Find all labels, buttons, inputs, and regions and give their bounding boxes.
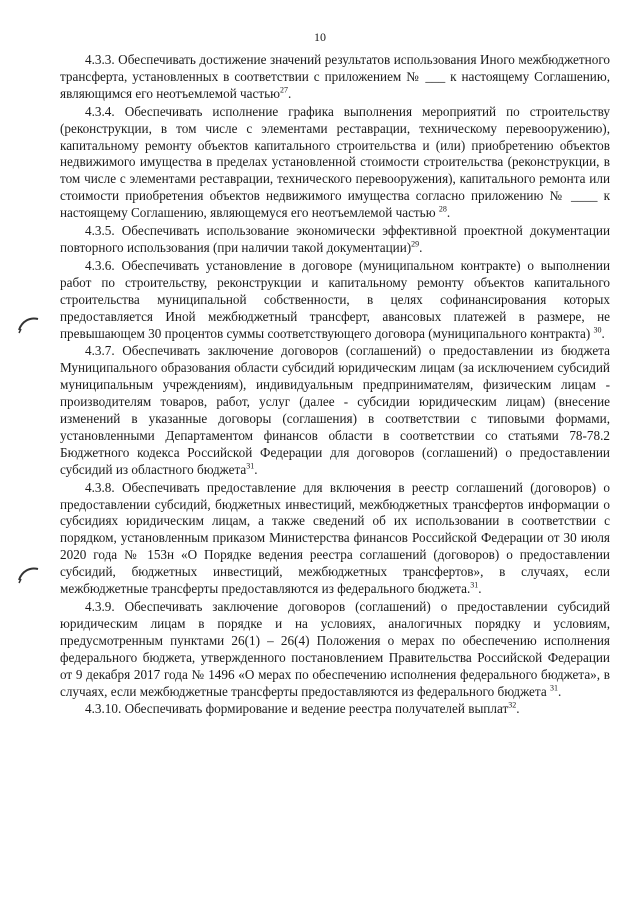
- footnote-ref: 27: [280, 85, 289, 95]
- paragraph-4-3-7: 4.3.7. Обеспечивать заключение договоров (соглашений) о предоставлении из бюджета Муниципального образования области субсидий юридическим лицам (за исключением субсидий муниципальным учреждениям), индивидуальным предпринимателям, физическим лицам - производителям товаров, работ, услуг (далее - субсидии юридическим лицам) (внесение изменений в указанные договоры (соглашения) в соответствии с типовыми формами, установленными Департаментом финансов области в соответствии со статьями 78-78.2 Бюджетного кодекса Российской Федерации для договоров (соглашений) о предоставлении субсидий из областного бюджета$^{31}$.: [60, 343, 610, 477]
- footnote-ref: 31: [470, 580, 479, 590]
- footnote-ref: 30: [593, 325, 602, 335]
- footnote-ref: 29: [411, 239, 420, 249]
- paragraph-4-3-3: 4.3.3. Обеспечивать достижение значений результатов использования Иного межбюджетного трансферта, установленных в соответствии с приложением № ___ к настоящему Соглашению, являющимся его неотъемлемой частью$^{27}$.: [60, 52, 610, 101]
- paragraph-4-3-8: 4.3.8. Обеспечивать предоставление для включения в реестр соглашений (договоров) о предоставлении субсидий, бюджетных инвестиций, межбюджетных трансфертов информации о субсидиях юридическим лицам, а также сведений об их использовании в соответствии с порядком, установленным приказом Министерства финансов Российской Федерации от 30 июля 2020 года № 153н «О Порядке ведения реестра соглашений (договоров) о предоставлении субсидий, бюджетных инвестиций, межбюджетных трансфертов», в случаях, если межбюджетные трансферты предоставляются из федерального бюджета.$^{31}$.: [60, 479, 610, 597]
- paragraph-4-3-4: 4.3.4. Обеспечивать исполнение графика выполнения мероприятий по строительству (реконструкции, в том числе с элементами реставрации, техническому перевооружению), капитальному ремонту объектов капитального строительства и (или) приобретению объектов недвижимого имущества в пределах установленной стоимости строительства (реконструкции, в том числе с элементами реставрации, технического перевооружения), капитального ремонта или стоимости приобретения объектов недвижимого имущества согласно приложению № ____ к настоящему Соглашению, являющемуся его неотъемлемой частью $^{28}$.: [60, 103, 610, 221]
- footnote-ref: 31: [246, 461, 255, 471]
- paragraph-4-3-10: 4.3.10. Обеспечивать формирование и ведение реестра получателей выплат$^{32}$.: [85, 701, 520, 717]
- document-body: [60, 52, 610, 718]
- paragraph-4-3-5: 4.3.5. Обеспечивать использование экономически эффективной проектной документации повторного использования (при наличии такой документации)$^{29}$.: [60, 223, 610, 255]
- footnote-ref: 32: [508, 701, 517, 711]
- footnote-ref: 31: [549, 683, 558, 693]
- footnote-ref: 28: [438, 204, 447, 214]
- page-number: 10: [314, 30, 326, 44]
- punch-hole-mark: [16, 564, 40, 586]
- paragraph-4-3-9: 4.3.9. Обеспечивать заключение договоров (соглашений) о предоставлении субсидий юридическим лицам в порядке и на условиях, аналогичных порядку и условиям, предусмотренным пунктами 26(1) – 26(4) Положения о мерах по обеспечению исполнения федерального бюджета, утвержденного постановлением Правительства Российской Федерации от 9 декабря 2017 года № 1496 «О мерах по обеспечению исполнения федерального бюджета», в случаях, если межбюджетные трансферты предоставляются из федерального бюджета $^{31}$.: [60, 599, 610, 699]
- paragraph-4-3-6: 4.3.6. Обеспечивать установление в договоре (муниципальном контракте) о выполнении работ по строительству, реконструкции и капитальному ремонту объектов капитального строительства муниципальной собственности, в целях софинансирования которых предоставляется Иной межбюджетный трансферт, авансовых платежей в размере, не превышающем 30 процентов суммы соответствующего договора (муниципального контракта) $^{30}$.: [60, 257, 610, 341]
- punch-hole-mark: [16, 314, 40, 336]
